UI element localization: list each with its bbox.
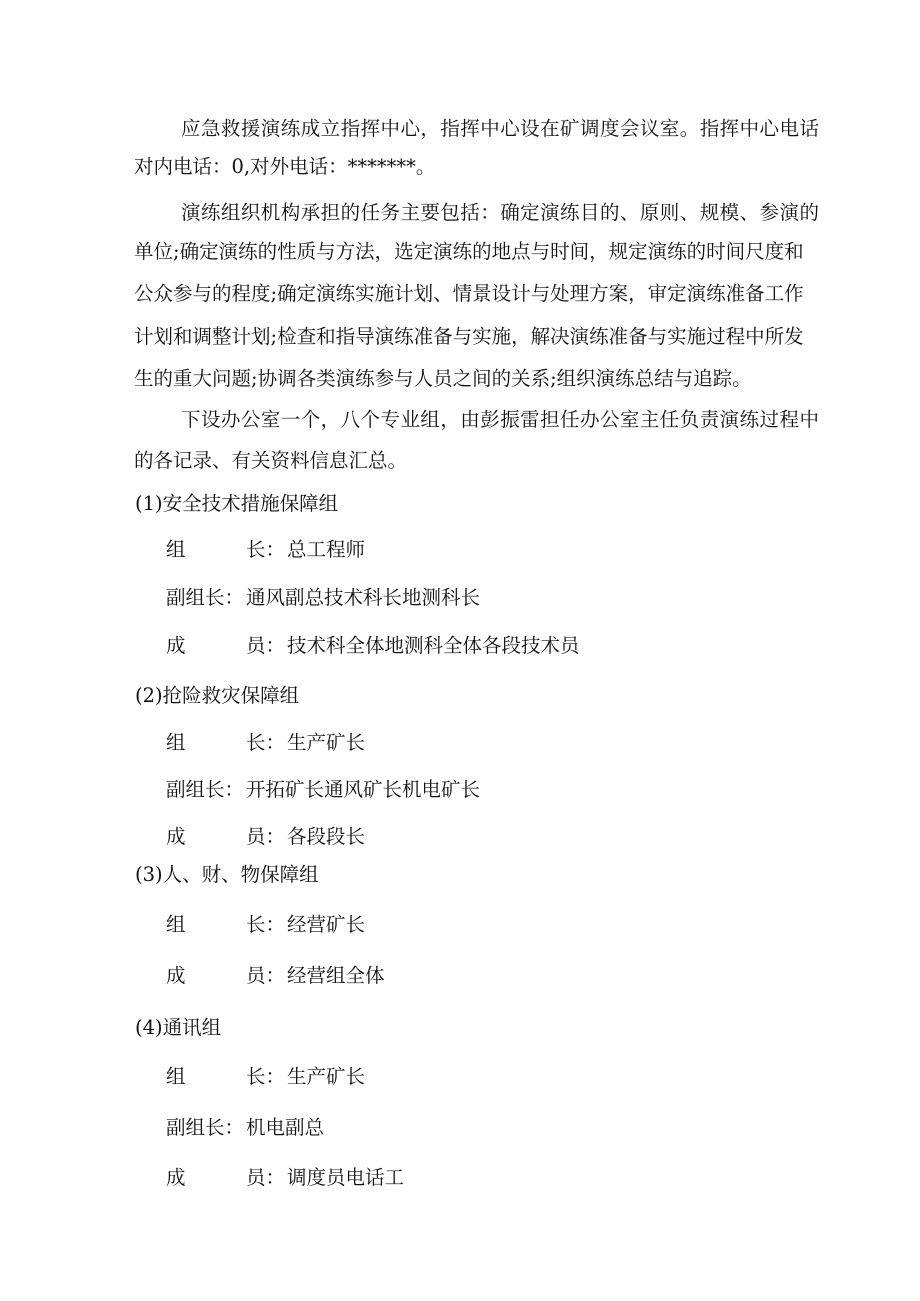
members-label-char-1: 成	[166, 634, 186, 657]
members-value: 经营组全体	[287, 964, 385, 987]
paragraph-line: 应急救援演练成立指挥中心，指挥中心设在矿调度会议室。指挥中心电话	[181, 117, 820, 140]
paragraph-line: 公众参与的程度;确定演练实施计划、情景设计与处理方案，审定演练准备工作	[134, 282, 804, 305]
deputy-value: 通风副总技术科长地测科长	[246, 586, 481, 609]
leader-value: 生产矿长	[287, 1065, 366, 1088]
leader-value: 生产矿长	[287, 731, 366, 754]
paragraph-line: 单位;确定演练的性质与方法，选定演练的地点与时间，规定演练的时间尺度和	[134, 240, 804, 263]
leader-label-char-2: 长：	[246, 1065, 286, 1088]
members-value: 调度员电话工	[287, 1166, 405, 1189]
deputy-label: 副组长：	[166, 1116, 245, 1139]
leader-value: 经营矿长	[287, 913, 366, 936]
members-label-char-1: 成	[166, 964, 186, 987]
members-label-char-2: 员：	[246, 634, 286, 657]
paragraph-line: 下设办公室一个，八个专业组，由彭振雷担任办公室主任负责演练过程中	[181, 408, 820, 431]
deputy-value: 机电副总	[246, 1116, 325, 1139]
group-title: (1)安全技术措施保障组	[135, 492, 339, 515]
paragraph-line: 计划和调整计划;检查和指导演练准备与实施，解决演练准备与实施过程中所发	[134, 325, 804, 348]
leader-label-char-2: 长：	[246, 913, 286, 936]
leader-label-char-1: 组	[166, 538, 186, 561]
group-title: (2)抢险救灾保障组	[135, 684, 300, 707]
group-title: (4)通讯组	[135, 1016, 222, 1039]
group-title: (3)人、财、物保障组	[135, 863, 319, 886]
leader-label-char-1: 组	[166, 913, 186, 936]
paragraph-line: 生的重大问题;协调各类演练参与人员之间的关系;组织演练总结与追踪。	[134, 367, 752, 390]
paragraph-line: 对内电话：0,对外电话：*******。	[134, 155, 436, 178]
leader-label-char-1: 组	[166, 1065, 186, 1088]
members-label-char-2: 员：	[246, 1166, 286, 1189]
members-label-char-2: 员：	[246, 964, 286, 987]
leader-label-char-2: 长：	[246, 731, 286, 754]
deputy-value: 开拓矿长通风矿长机电矿长	[246, 778, 481, 801]
deputy-label: 副组长：	[166, 778, 245, 801]
members-label-char-2: 员：	[246, 825, 286, 848]
members-value: 各段段长	[287, 825, 366, 848]
members-value: 技术科全体地测科全体各段技术员	[287, 634, 580, 657]
members-label-char-1: 成	[166, 825, 186, 848]
deputy-label: 副组长：	[166, 586, 245, 609]
leader-label-char-1: 组	[166, 731, 186, 754]
paragraph-line: 的各记录、有关资料信息汇总。	[134, 449, 408, 472]
leader-label-char-2: 长：	[246, 538, 286, 561]
paragraph-line: 演练组织机构承担的任务主要包括：确定演练目的、原则、规模、参演的	[181, 201, 820, 224]
members-label-char-1: 成	[166, 1166, 186, 1189]
leader-value: 总工程师	[287, 538, 366, 561]
